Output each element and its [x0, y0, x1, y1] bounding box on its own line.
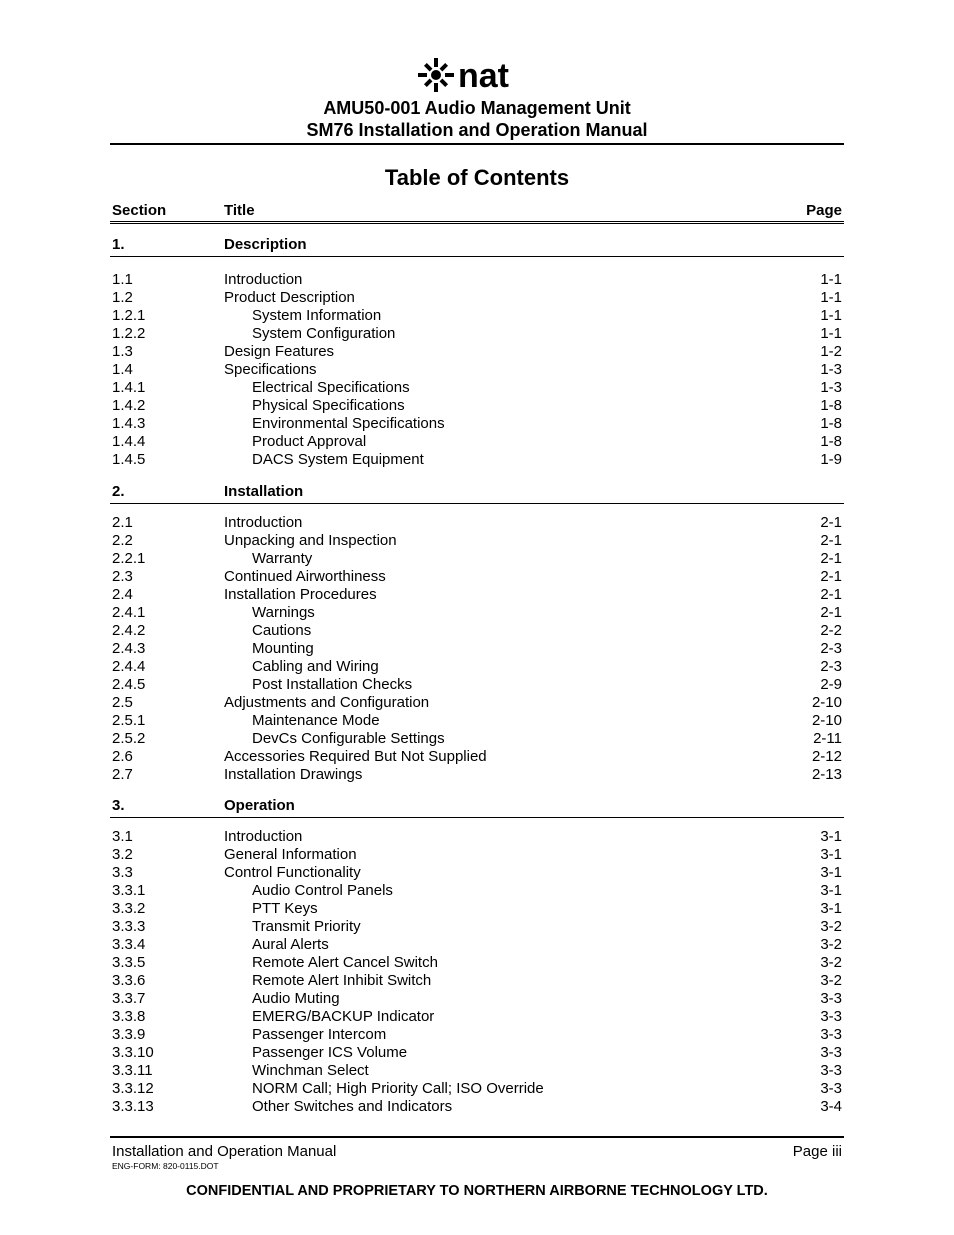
entry-number: 2.4.1	[112, 604, 146, 621]
toc-entry[interactable]	[112, 622, 842, 640]
entry-page: 2-12	[811, 748, 842, 765]
section-number: 3.	[112, 797, 125, 814]
entry-page: 3-1	[820, 900, 842, 917]
toc-entry[interactable]	[112, 307, 842, 325]
entry-number: 1.4.2	[112, 397, 146, 414]
entry-title: Warranty	[252, 550, 313, 567]
entry-page: 2-1	[820, 550, 842, 567]
entry-page: 1-8	[820, 415, 842, 432]
entry-page: 2-2	[820, 622, 842, 639]
entry-number: 1.3	[112, 343, 133, 360]
toc-entry[interactable]	[112, 1098, 842, 1116]
entry-page: 1-3	[820, 361, 842, 378]
entry-title: Product Description	[224, 289, 355, 306]
entry-number: 3.3.5	[112, 954, 146, 971]
toc-column-header	[112, 202, 842, 220]
entry-number: 1.2.1	[112, 307, 146, 324]
toc-entry[interactable]	[112, 1008, 842, 1026]
entry-title: DACS System Equipment	[252, 451, 424, 468]
toc-entry[interactable]	[112, 586, 842, 604]
entry-page: 1-8	[820, 397, 842, 414]
entry-title: Adjustments and Configuration	[224, 694, 430, 711]
entry-title: Audio Muting	[252, 990, 340, 1007]
entry-title: System Information	[252, 307, 382, 324]
toc-entry[interactable]	[112, 379, 842, 397]
entry-page: 3-1	[820, 828, 842, 845]
section-number: 2.	[112, 483, 125, 500]
entry-page: 1-1	[820, 289, 842, 306]
entry-page: 2-1	[820, 586, 842, 603]
entry-title: Passenger Intercom	[252, 1026, 387, 1043]
entry-number: 1.4.4	[112, 433, 146, 450]
entry-page: 2-1	[820, 568, 842, 585]
entry-page: 2-1	[820, 532, 842, 549]
entry-title: Remote Alert Cancel Switch	[252, 954, 438, 971]
entry-number: 3.1	[112, 828, 133, 845]
footer-rule	[110, 1136, 844, 1138]
toc-entry[interactable]	[112, 1062, 842, 1080]
entry-title: PTT Keys	[252, 900, 318, 917]
entry-page: 3-2	[820, 936, 842, 953]
column-section: Section	[112, 202, 167, 219]
entry-title: Post Installation Checks	[252, 676, 413, 693]
toc-entry[interactable]	[112, 514, 842, 532]
section-rule	[110, 256, 844, 257]
entry-page: 2-1	[820, 604, 842, 621]
entry-title: Design Features	[224, 343, 335, 360]
toc-entry[interactable]	[112, 658, 842, 676]
entry-title: Audio Control Panels	[252, 882, 393, 899]
entry-number: 3.3.4	[112, 936, 146, 953]
entry-page: 2-11	[813, 730, 842, 747]
entry-page: 3-4	[820, 1098, 842, 1115]
entry-page: 2-3	[820, 640, 842, 657]
entry-page: 3-3	[820, 1008, 842, 1025]
document-subtitle: SM76 Installation and Operation Manual	[306, 120, 648, 140]
entry-title: Winchman Select	[252, 1062, 369, 1079]
toc-entry[interactable]	[112, 900, 842, 918]
entry-page: 3-1	[820, 882, 842, 899]
entry-number: 2.4.5	[112, 676, 146, 693]
entry-title: Mounting	[252, 640, 314, 657]
entry-number: 2.4.2	[112, 622, 146, 639]
entry-number: 3.3.11	[112, 1062, 153, 1079]
entry-number: 3.3	[112, 864, 133, 881]
entry-title: System Configuration	[252, 325, 396, 342]
toc-entry[interactable]	[112, 676, 842, 694]
entry-page: 1-2	[820, 343, 842, 360]
entry-page: 1-1	[820, 271, 842, 288]
toc-entry[interactable]	[112, 828, 842, 846]
section-title: Installation	[224, 483, 304, 500]
entry-title: Environmental Specifications	[252, 415, 445, 432]
entry-number: 3.3.7	[112, 990, 146, 1007]
column-page: Page	[806, 202, 842, 219]
entry-number: 2.5.2	[112, 730, 146, 747]
entry-title: Installation Drawings	[224, 766, 363, 783]
entry-page: 3-1	[820, 864, 842, 881]
toc-entry[interactable]	[112, 361, 842, 379]
footer-page-number: Page iii	[792, 1143, 842, 1160]
entry-number: 2.6	[112, 748, 133, 765]
column-title: Title	[224, 202, 255, 219]
toc-entry[interactable]	[112, 846, 842, 864]
toc-entry[interactable]	[112, 325, 842, 343]
entry-page: 2-9	[820, 676, 842, 693]
entry-page: 3-2	[820, 918, 842, 935]
entry-title: EMERG/BACKUP Indicator	[252, 1008, 435, 1025]
section-rule	[110, 503, 844, 504]
entry-number: 3.3.3	[112, 918, 146, 935]
toc-entry[interactable]	[112, 712, 842, 730]
toc-entry[interactable]	[112, 1080, 842, 1098]
entry-number: 3.3.8	[112, 1008, 146, 1025]
entry-number: 3.3.1	[112, 882, 146, 899]
toc-entry[interactable]	[112, 451, 842, 469]
header-double-rule-top	[110, 221, 844, 222]
entry-number: 2.2	[112, 532, 133, 549]
entry-number: 3.3.2	[112, 900, 146, 917]
entry-page: 1-9	[820, 451, 842, 468]
entry-title: General Information	[224, 846, 357, 863]
entry-number: 2.2.1	[112, 550, 146, 567]
toc-entry[interactable]	[112, 568, 842, 586]
toc-entry[interactable]	[112, 532, 842, 550]
entry-title: Maintenance Mode	[252, 712, 380, 729]
entry-number: 2.7	[112, 766, 133, 783]
section-title: Operation	[224, 797, 295, 814]
entry-title: Introduction	[224, 828, 303, 845]
toc-entry[interactable]	[112, 1044, 842, 1062]
toc-entry[interactable]	[112, 1026, 842, 1044]
entry-title: NORM Call; High Priority Call; ISO Override	[252, 1080, 544, 1097]
confidential-notice: CONFIDENTIAL AND PROPRIETARY TO NORTHERN AIRBORNE TECHNOLOGY LTD.	[186, 1183, 768, 1199]
entry-page: 3-3	[820, 1026, 842, 1043]
entry-title: DevCs Configurable Settings	[252, 730, 445, 747]
entry-number: 1.2.2	[112, 325, 146, 342]
toc-entry[interactable]	[112, 972, 842, 990]
entry-page: 2-1	[820, 514, 842, 531]
nat-logo	[414, 56, 544, 98]
document-title: AMU50-001 Audio Management Unit	[323, 98, 631, 118]
entry-page: 3-3	[820, 1062, 842, 1079]
entry-page: 2-10	[811, 712, 842, 729]
entry-title: Warnings	[252, 604, 315, 621]
header-rule	[110, 143, 844, 145]
toc-entry[interactable]	[112, 766, 842, 784]
entry-page: 3-3	[820, 990, 842, 1007]
toc-entry[interactable]	[112, 550, 842, 568]
toc-entry[interactable]	[112, 954, 842, 972]
entry-number: 2.4.3	[112, 640, 146, 657]
entry-page: 1-8	[820, 433, 842, 450]
entry-title: Cautions	[252, 622, 312, 639]
entry-title: Control Functionality	[224, 864, 361, 881]
toc-section-heading	[112, 236, 842, 254]
entry-title: Introduction	[224, 514, 303, 531]
entry-page: 2-3	[820, 658, 842, 675]
toc-section-heading	[112, 797, 842, 815]
entry-title: Unpacking and Inspection	[224, 532, 397, 549]
entry-page: 3-1	[820, 846, 842, 863]
entry-number: 1.4.3	[112, 415, 146, 432]
entry-title: Introduction	[224, 271, 303, 288]
toc-entry[interactable]	[112, 694, 842, 712]
toc-title: Table of Contents	[384, 165, 570, 190]
toc-entry[interactable]	[112, 748, 842, 766]
toc-entry[interactable]	[112, 415, 842, 433]
entry-page: 1-1	[820, 325, 842, 342]
entry-number: 2.1	[112, 514, 133, 531]
entry-title: Accessories Required But Not Supplied	[224, 748, 487, 765]
toc-entry[interactable]	[112, 918, 842, 936]
footer-form-id: ENG-FORM: 820-0115.DOT	[112, 1161, 219, 1171]
section-number: 1.	[112, 236, 125, 253]
entry-page: 2-10	[811, 694, 842, 711]
entry-title: Physical Specifications	[252, 397, 405, 414]
toc-entry[interactable]	[112, 640, 842, 658]
toc-entry[interactable]	[112, 397, 842, 415]
entry-number: 3.3.12	[112, 1080, 154, 1097]
entry-page: 3-3	[820, 1044, 842, 1061]
entry-title: Remote Alert Inhibit Switch	[252, 972, 432, 989]
entry-title: Transmit Priority	[252, 918, 361, 935]
logo-text: nat	[458, 57, 509, 95]
entry-number: 1.1	[112, 271, 133, 288]
entry-page: 3-2	[820, 954, 842, 971]
entry-title: Aural Alerts	[252, 936, 329, 953]
entry-title: Other Switches and Indicators	[252, 1098, 453, 1115]
toc-entry[interactable]	[112, 343, 842, 361]
entry-number: 1.4	[112, 361, 133, 378]
entry-number: 2.4	[112, 586, 133, 603]
toc-entry[interactable]	[112, 990, 842, 1008]
toc-entry[interactable]	[112, 604, 842, 622]
entry-title: Installation Procedures	[224, 586, 377, 603]
entry-page: 2-13	[811, 766, 842, 783]
toc-entry[interactable]	[112, 936, 842, 954]
entry-page: 3-2	[820, 972, 842, 989]
header-double-rule-bottom	[110, 223, 844, 224]
star-icon	[418, 58, 454, 92]
entry-title: Specifications	[224, 361, 317, 378]
section-rule	[110, 817, 844, 818]
entry-page: 1-3	[820, 379, 842, 396]
footer-manual-name: Installation and Operation Manual	[112, 1143, 337, 1160]
entry-page: 1-1	[820, 307, 842, 324]
toc-entry[interactable]	[112, 882, 842, 900]
entry-title: Cabling and Wiring	[252, 658, 379, 675]
entry-number: 2.5.1	[112, 712, 146, 729]
entry-number: 1.2	[112, 289, 133, 306]
entry-number: 2.5	[112, 694, 133, 711]
toc-entry[interactable]	[112, 864, 842, 882]
entry-title: Electrical Specifications	[252, 379, 410, 396]
entry-number: 3.2	[112, 846, 133, 863]
entry-title: Passenger ICS Volume	[252, 1044, 408, 1061]
entry-number: 1.4.1	[112, 379, 146, 396]
toc-entry[interactable]	[112, 271, 842, 289]
toc-entry[interactable]	[112, 730, 842, 748]
entry-title: Product Approval	[252, 433, 367, 450]
entry-number: 3.3.13	[112, 1098, 154, 1115]
entry-number: 2.3	[112, 568, 133, 585]
entry-number: 3.3.6	[112, 972, 146, 989]
section-title: Description	[224, 236, 307, 253]
entry-number: 3.3.10	[112, 1044, 154, 1061]
entry-number: 3.3.9	[112, 1026, 146, 1043]
entry-number: 2.4.4	[112, 658, 146, 675]
entry-number: 1.4.5	[112, 451, 146, 468]
entry-page: 3-3	[820, 1080, 842, 1097]
entry-title: Continued Airworthiness	[224, 568, 386, 585]
toc-entry[interactable]	[112, 289, 842, 307]
nat-logo-graphic	[414, 56, 544, 98]
toc-entry[interactable]	[112, 433, 842, 451]
toc-section-heading	[112, 483, 842, 501]
